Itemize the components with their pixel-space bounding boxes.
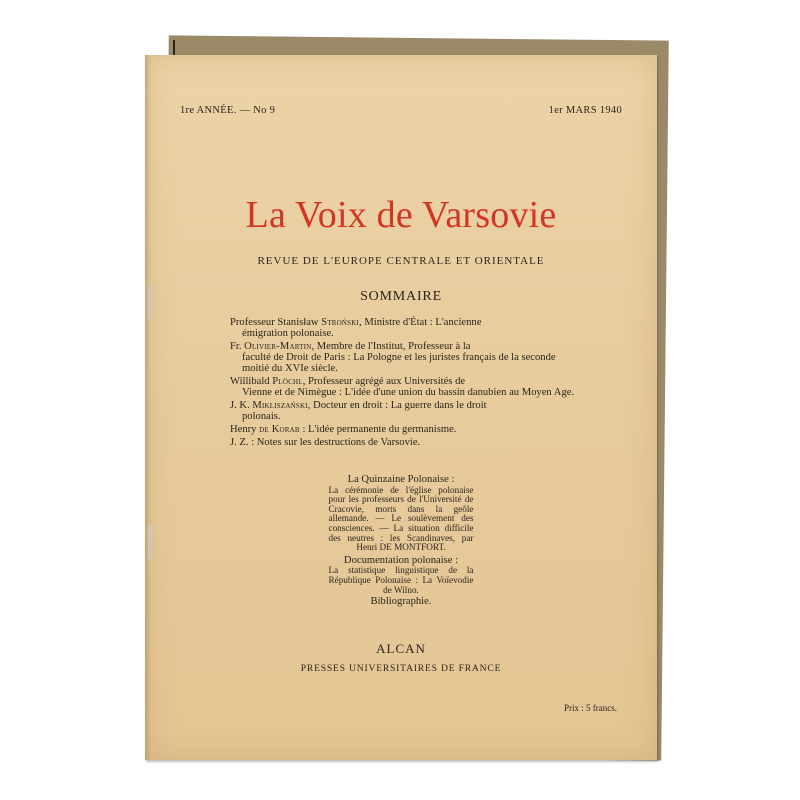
toc-entry: Professeur Stanisław Stroński, Ministre d'État : L'ancienne émigration polonaise.: [230, 317, 482, 340]
quinzaine-text: La cérémonie de l'église polonaise pour les professeurs de l'Université de Cracovie, morts dans la geôle allemande. — Le soulèvement des consciences. — La situation difficile des neutres : les Scandinaves, par Henri DE MONTFORT.: [328, 484, 474, 553]
toc-entry: Henry de Korab : L'idée permanente du germanisme.: [230, 423, 457, 435]
quinzaine-heading: La Quinzaine Polonaise :: [347, 474, 455, 485]
table-of-contents: [230, 317, 575, 449]
journal-subtitle: REVUE DE L'EUROPE CENTRALE ET ORIENTALE: [257, 255, 545, 267]
presses-name: PRESSES UNIVERSITAIRES DE FRANCE: [300, 663, 502, 674]
toc-entry: Fr. Olivier-Martin, Membre de l'Institut, Professeur à la faculté de Droit de Paris : La Pologne et les juristes français de la seconde moitié du XVIe siècle.: [230, 340, 556, 375]
quinzaine-section: [145, 475, 657, 607]
bibliographie: Bibliographie.: [370, 596, 432, 608]
toc-entry: J. Z. : Notes sur les destructions de Varsovie.: [230, 436, 421, 448]
publisher-name: ALCAN: [376, 641, 426, 656]
journal-title: La Voix de Varsovie: [245, 194, 557, 236]
price-label: Prix : 5 francs.: [564, 703, 617, 713]
issue-date: 1er MARS 1940: [548, 105, 622, 116]
documentation-text: La statistique linguistique de la République Polonaise : La Voïevodie de Wilno.: [328, 565, 474, 595]
toc-entry: Willibald Plöchl, Professeur agrégé aux Universités de Vienne et de Nimègue : L'idée d'une union du bassin danubien au Moyen Age.: [230, 376, 575, 399]
magazine-cover: [145, 55, 657, 760]
documentation-heading: Documentation polonaise :: [343, 554, 459, 566]
toc-entry: J. K. Mikliszański, Docteur en droit : La guerre dans le droit polonais.: [230, 399, 487, 423]
sommaire-heading: SOMMAIRE: [360, 289, 442, 304]
issue-line: [180, 105, 622, 116]
issue-number: 1re ANNÉE. — No 9: [180, 105, 276, 116]
